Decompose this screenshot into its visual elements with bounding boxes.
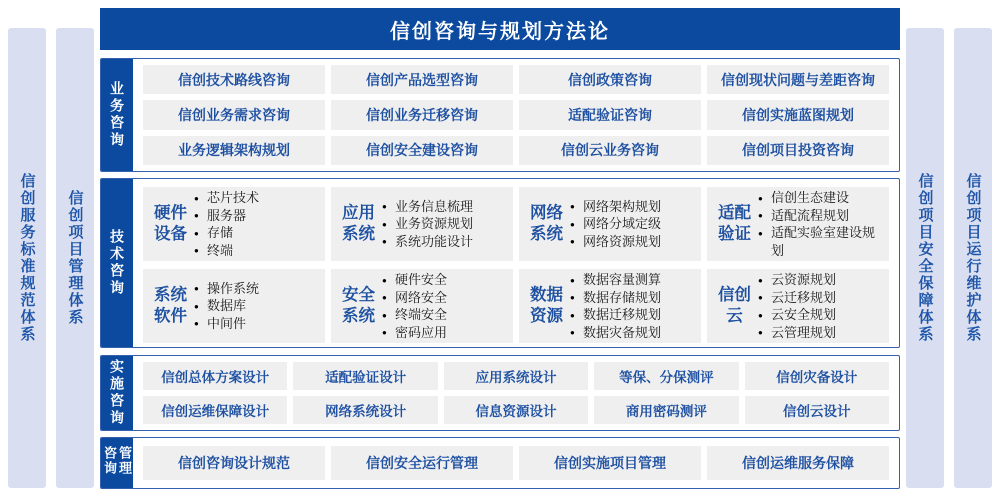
business-item: 信创业务迁移咨询: [331, 100, 513, 129]
bullet-item: ● 数据迁移规划: [570, 306, 697, 324]
implementation-item: 商用密码测评: [594, 396, 738, 424]
bullet-item: ● 存储: [194, 224, 321, 242]
tech-card-bullets: [570, 198, 697, 251]
bullet-item: ● 网络分域定级: [570, 215, 697, 233]
tech-card-title: 网络系统: [530, 203, 563, 243]
business-item: 信创云业务咨询: [519, 136, 701, 165]
section-business-label-bar: [101, 59, 133, 171]
bullet-item: ● 操作系统: [194, 280, 321, 298]
bullet-item: ● 业务信息梳理: [382, 198, 509, 216]
page-title: 信创咨询与规划方法论: [390, 20, 610, 43]
bullet-item: ● 数据容量测算: [570, 271, 697, 289]
sidebar-security-assurance-system: [906, 28, 944, 488]
bullet-item: ● 网络资源规划: [570, 233, 697, 251]
bullet-item: ● 信创生态建设: [758, 189, 885, 207]
bullet-item: ● 数据灾备规划: [570, 324, 697, 342]
tech-card-title: 安全系统: [342, 285, 375, 325]
tech-card-application: [331, 187, 513, 261]
business-item: 信创实施蓝图规划: [707, 100, 889, 129]
management-item: 信创安全运行管理: [331, 446, 513, 480]
bullet-item: ● 业务资源规划: [382, 215, 509, 233]
tech-card-bullets: [758, 271, 885, 341]
management-item: 信创咨询设计规范: [143, 446, 325, 480]
section-business-content: [133, 59, 899, 171]
tech-card-bullets: [194, 189, 321, 259]
tech-card-security: [331, 269, 513, 343]
tech-card-bullets: [758, 189, 885, 259]
sidebar-service-standard-system: [8, 28, 46, 488]
tech-card-title: 系统软件: [154, 285, 187, 325]
bullet-item: ● 云管理规划: [758, 324, 885, 342]
bullet-item: ● 网络安全: [382, 289, 509, 307]
tech-card-bullets: [382, 198, 509, 251]
section-technical-consulting: [100, 178, 900, 348]
implementation-item: 适配验证设计: [293, 362, 437, 390]
tech-card-title: 信创云: [718, 285, 751, 325]
section-consulting-management: [100, 437, 900, 489]
implementation-item: 信息资源设计: [444, 396, 588, 424]
implementation-item: 信创灾备设计: [745, 362, 889, 390]
management-item: 信创实施项目管理: [519, 446, 701, 480]
tech-card-title: 硬件设备: [154, 203, 187, 243]
bullet-item: ● 适配实验室建设规划: [758, 224, 885, 259]
tech-card-network: [519, 187, 701, 261]
tech-card-cloud: [707, 269, 889, 343]
sidebar-security-assurance-label: 信创项目安全保障体系: [916, 173, 934, 343]
business-item: 信创技术路线咨询: [143, 65, 325, 94]
bullet-item: ● 适配流程规划: [758, 207, 885, 225]
sidebar-operation-maintenance-system: [954, 28, 992, 488]
business-item: 适配验证咨询: [519, 100, 701, 129]
bullet-item: ● 云资源规划: [758, 271, 885, 289]
business-item: 信创业务需求咨询: [143, 100, 325, 129]
sidebar-project-management-system: [56, 28, 94, 488]
bullet-item: ● 云安全规划: [758, 306, 885, 324]
bullet-item: ● 系统功能设计: [382, 233, 509, 251]
tech-card-title: 数据资源: [530, 285, 563, 325]
section-implementation-content: [133, 356, 899, 430]
bullet-item: ● 密码应用: [382, 324, 509, 342]
section-implementation-label-bar: [101, 356, 133, 430]
section-management-label: 咨询管理: [102, 446, 132, 476]
section-implementation-consulting: [100, 355, 900, 431]
section-business-label: 业务咨询: [109, 81, 125, 149]
section-technical-label: 技术咨询: [109, 229, 125, 297]
business-item: 信创现状问题与差距咨询: [707, 65, 889, 94]
tech-card-title: 适配验证: [718, 203, 751, 243]
implementation-item: 信创运维保障设计: [143, 396, 287, 424]
business-item: 业务逻辑架构规划: [143, 136, 325, 165]
main-column: [100, 0, 900, 496]
bullet-item: ● 云迁移规划: [758, 289, 885, 307]
bullet-item: ● 中间件: [194, 315, 321, 333]
business-item: 信创安全建设咨询: [331, 136, 513, 165]
business-item: 信创产品选型咨询: [331, 65, 513, 94]
bullet-item: ● 服务器: [194, 207, 321, 225]
tech-card-data-resource: [519, 269, 701, 343]
implementation-item: 网络系统设计: [293, 396, 437, 424]
tech-card-hardware: [143, 187, 325, 261]
business-item: 信创政策咨询: [519, 65, 701, 94]
tech-card-bullets: [570, 271, 697, 341]
section-implementation-label: 实施咨询: [109, 359, 125, 427]
section-technical-content: [133, 179, 899, 347]
bullet-item: ● 网络架构规划: [570, 198, 697, 216]
sidebar-service-standard-label: 信创服务标准规范体系: [18, 173, 36, 343]
management-item: 信创运维服务保障: [707, 446, 889, 480]
section-management-label-bar: [101, 438, 133, 488]
tech-card-bullets: [194, 280, 321, 333]
implementation-item: 等保、分保测评: [594, 362, 738, 390]
sidebar-operation-maintenance-label: 信创项目运行维护体系: [964, 173, 982, 343]
bullet-item: ● 终端安全: [382, 306, 509, 324]
bullet-item: ● 数据存储规划: [570, 289, 697, 307]
tech-card-adaptation: [707, 187, 889, 261]
section-business-consulting: [100, 58, 900, 172]
bullet-item: ● 硬件安全: [382, 271, 509, 289]
section-management-content: [133, 438, 899, 488]
sidebar-project-management-label: 信创项目管理体系: [66, 190, 84, 326]
implementation-item: 应用系统设计: [444, 362, 588, 390]
implementation-item: 信创云设计: [745, 396, 889, 424]
title-bar: [100, 8, 900, 50]
tech-card-bullets: [382, 271, 509, 341]
section-technical-label-bar: [101, 179, 133, 347]
bullet-item: ● 芯片技术: [194, 189, 321, 207]
bullet-item: ● 终端: [194, 242, 321, 260]
tech-card-title: 应用系统: [342, 203, 375, 243]
business-item: 信创项目投资咨询: [707, 136, 889, 165]
implementation-item: 信创总体方案设计: [143, 362, 287, 390]
bullet-item: ● 数据库: [194, 297, 321, 315]
tech-card-system-software: [143, 269, 325, 343]
